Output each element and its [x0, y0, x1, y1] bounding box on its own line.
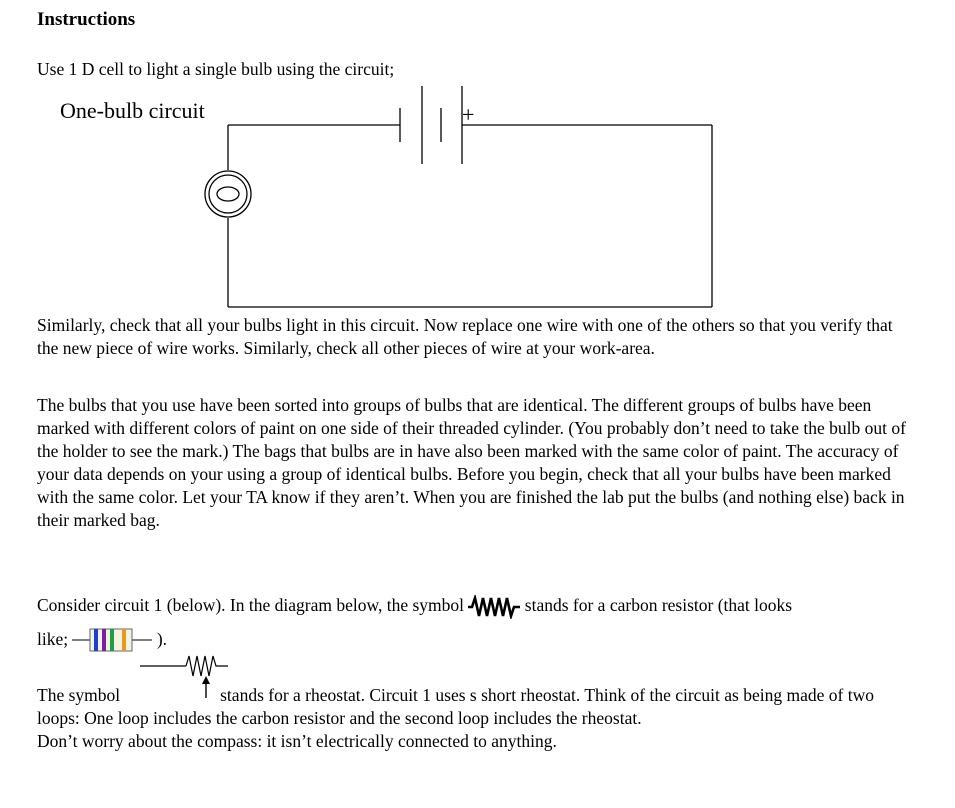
resistor-text-1: Consider circuit 1 (below). In the diagram below, the symbol: [37, 595, 465, 615]
resistor-paragraph-line1: [37, 594, 907, 619]
bulb-icon: [205, 171, 251, 217]
resistor-band-3: [110, 629, 114, 651]
rheostat-text-1: The symbol: [37, 685, 121, 705]
section-heading: Instructions: [37, 9, 136, 30]
intro-text: Use 1 D cell to light a single bulb using the circuit;: [37, 59, 395, 79]
one-bulb-circuit-diagram: [0, 80, 760, 320]
resistor-text-4: ).: [156, 629, 168, 650]
resistor-band-4: [122, 629, 126, 651]
positive-terminal-sign: +: [462, 102, 475, 127]
bulb-groups-paragraph: The bulbs that you use have been sorted into groups of bulbs that are identical. The different groups of bulbs have been marked with different colors of paint on one side of their threaded cylinder. (You probably don’t need to take the bulb out of the holder to see the mark.) The bags that bulbs are in have also been marked with the same color of paint. The accuracy of your data depends on your using a group of identical bulbs. Before you begin, check that all your bulbs have been marked with the same color. Let your TA know if they aren’t. When you are finished the lab put the bulbs (and nothing else) back in their marked bag.: [37, 395, 906, 530]
resistor-symbol-icon: [468, 595, 520, 619]
resistor-band-1: [94, 629, 98, 651]
wire-check-paragraph: Similarly, check that all your bulbs light in this circuit. Now replace one wire with one of the others so that you verify that the new piece of wire works. Similarly, check all other pieces of wire at your work-area.: [37, 315, 893, 358]
resistor-text-2: stands for a carbon resistor (that looks: [524, 595, 793, 615]
circuit-wires: [228, 125, 712, 307]
rheostat-paragraph: [37, 684, 907, 753]
circuit-label: One-bulb circuit: [60, 98, 205, 123]
battery-icon: [400, 86, 462, 164]
resistor-text-3: like;: [37, 629, 69, 650]
compass-note: Don’t worry about the compass: it isn’t electrically connected to anything.: [37, 731, 557, 751]
resistor-band-2: [102, 629, 106, 651]
rheostat-text-2: stands for a rheostat. Circuit 1 uses s short rheostat. Think of the circuit as being made of two loops: One loop includes the carbon resistor and the second loop includes the rheostat.: [37, 685, 874, 728]
